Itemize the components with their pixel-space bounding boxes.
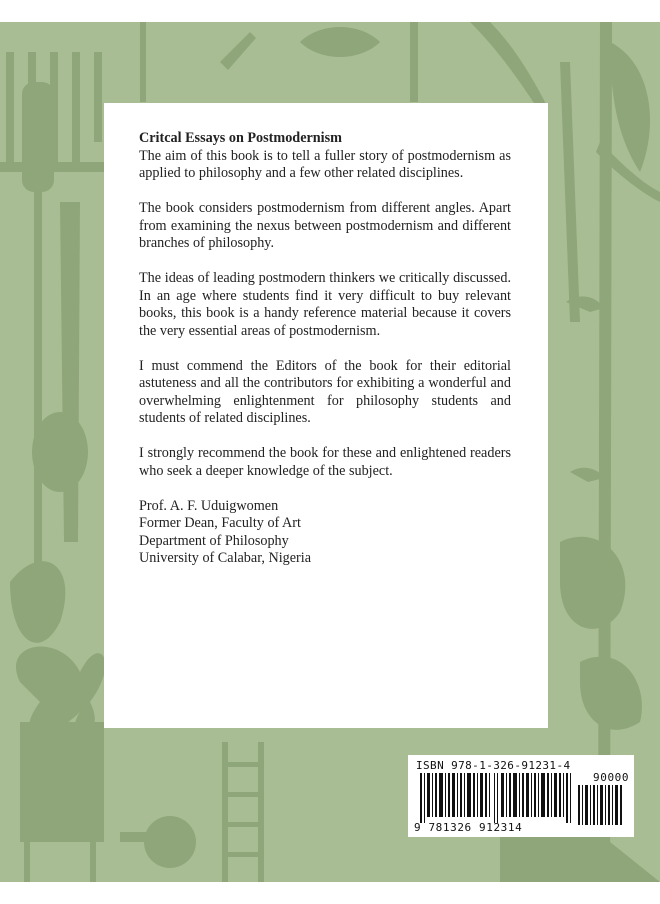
ean-digits: 9 781326 912314 bbox=[414, 821, 523, 834]
book-title: Critcal Essays on Postmodernism bbox=[139, 130, 342, 146]
blurb-panel bbox=[104, 103, 548, 728]
isbn-label: ISBN 978-1-326-91231-4 bbox=[416, 759, 571, 772]
blurb-paragraph: The aim of this book is to tell a fuller story of postmodernism as applied to philosophy and a few other related disciplines. bbox=[139, 147, 511, 181]
price-code: 90000 bbox=[593, 771, 630, 784]
blurb-paragraph: The ideas of leading postmodern thinkers we critically discussed. In an age where students find it very difficult to buy relevant books, this book is a handy reference material because it covers the very essential areas of postmodernism. bbox=[139, 270, 511, 339]
signature-institution: University of Calabar, Nigeria bbox=[139, 550, 311, 566]
ean-barcode-bars bbox=[420, 773, 580, 823]
addon-barcode-bars bbox=[578, 785, 628, 825]
blurb-text-block bbox=[139, 130, 511, 568]
signature-department: Department of Philosophy bbox=[139, 532, 289, 549]
blurb-paragraph: I must commend the Editors of the book for their editorial astuteness and all the contributors for exhibiting a wonderful and overwhelming enlightenment for philosophy students and students of related disciplines. bbox=[139, 357, 511, 426]
blurb-paragraph: The book considers postmodernism from different angles. Apart from examining the nexus between postmodernism and different branches of philosophy. bbox=[139, 200, 511, 251]
isbn-barcode bbox=[408, 755, 634, 837]
signature-title: Former Dean, Faculty of Art bbox=[139, 515, 301, 531]
blurb-paragraph: I strongly recommend the book for these and enlightened readers who seek a deeper knowledge of the subject. bbox=[139, 445, 511, 479]
signature-name: Prof. A. F. Uduigwomen bbox=[139, 497, 279, 514]
book-back-cover bbox=[0, 22, 660, 882]
